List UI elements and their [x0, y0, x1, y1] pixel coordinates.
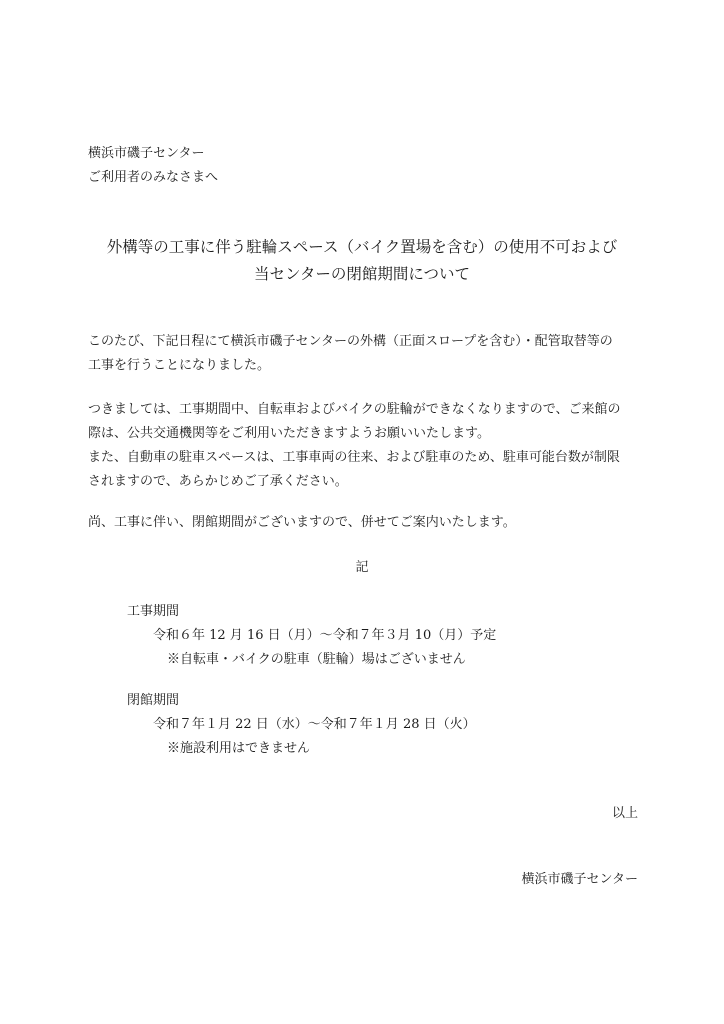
paragraph-line: つきましては、工事期間中、自転車およびバイクの駐輪ができなくなりますので、ご来館の: [88, 402, 621, 417]
closure-period-dates: 令和７年１月 22 日（水）～令和７年１月 28 日（火）: [153, 717, 476, 733]
paragraph-line: また、自動車の駐車スペースは、工事車両の往来、および駐車のため、駐車可能台数が制限: [88, 450, 620, 466]
recipient-org: 横浜市磯子センター: [88, 146, 205, 161]
closure-period-note: ※施設利用はできません: [167, 741, 311, 757]
closure-period-section: [127, 689, 627, 761]
paragraph-line: このたび、下記日程にて横浜市磯子センターの外構（正面スロープを含む）・配管取替等の: [88, 334, 613, 349]
paragraph-line: 尚、工事に伴い、閉館期間がございますので、併せてご案内いたします。: [88, 515, 516, 530]
recipient-audience: ご利用者のみなさまへ: [88, 170, 219, 186]
construction-period-note: ※自転車・バイクの駐車（駐輪）場はございません: [167, 652, 466, 668]
notice-title: [60, 234, 664, 288]
closure-period-heading: 閉館期間: [127, 693, 180, 708]
title-line-2: 当センターの閉館期間について: [253, 265, 471, 284]
signature: 横浜市磯子センター: [521, 872, 638, 887]
title-line-1: 外構等の工事に伴う駐輪スペース（バイク置場を含む）の使用不可および: [106, 238, 618, 256]
ki-heading: 記: [355, 560, 369, 575]
recipient-block: [88, 142, 640, 190]
paragraph-intro: [88, 330, 640, 378]
closing-mark: 以上: [611, 806, 638, 821]
construction-period-section: [127, 600, 627, 672]
paragraph-parking: [88, 398, 640, 494]
construction-period-heading: 工事期間: [127, 604, 180, 619]
paragraph-line: されますので、あらかじめご了承ください。: [88, 474, 348, 490]
construction-period-dates: 令和６年 12 月 16 日（月）～令和７年３月 10（月）予定: [153, 628, 497, 644]
paragraph-closure-notice: [88, 511, 640, 535]
paragraph-line: 工事を行うことになりました。: [88, 358, 271, 374]
paragraph-line: 際は、公共交通機関等をご利用いただきますようお願いいたします。: [88, 426, 490, 442]
